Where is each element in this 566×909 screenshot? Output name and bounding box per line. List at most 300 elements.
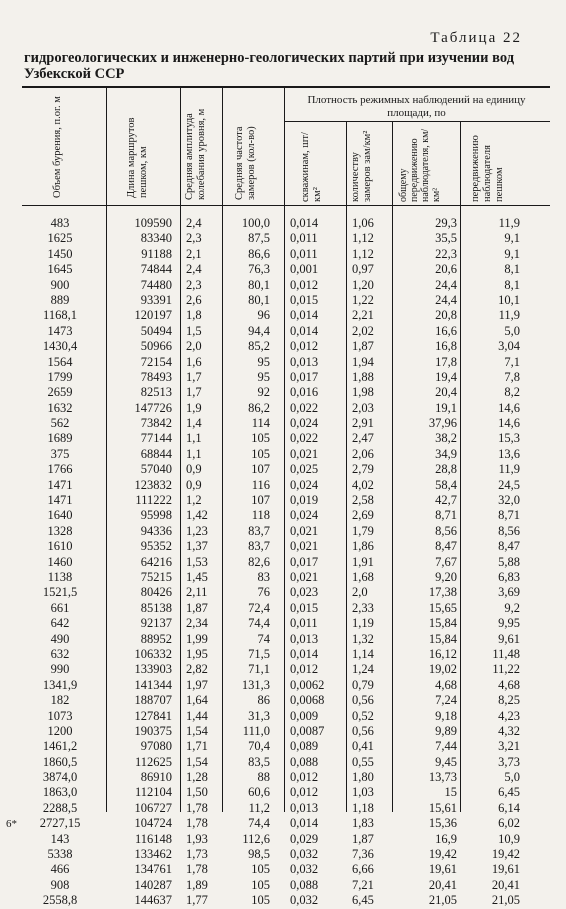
table-cell: 15,65 (428, 600, 457, 615)
table-cell: 78493 (140, 369, 172, 384)
table-cell: 9,2 (504, 600, 520, 615)
table-cell: 16,6 (435, 323, 457, 338)
table-cell: 1430,4 (42, 339, 78, 354)
table-cell: 1,98 (352, 385, 374, 400)
table-cell: 2,0 (352, 585, 368, 600)
table-cell: 3,04 (498, 339, 520, 354)
table-cell: 1461,2 (42, 739, 78, 754)
table-cell: 83,7 (248, 539, 270, 554)
table-row (22, 324, 550, 339)
table-row (22, 293, 550, 308)
table-cell: 5338 (47, 847, 73, 862)
table-cell: 17,8 (435, 354, 457, 369)
table-cell: 70,4 (248, 739, 270, 754)
table-cell: 19,1 (435, 400, 457, 415)
table-row (22, 693, 550, 708)
table-row (22, 724, 550, 739)
table-cell: 1521,5 (42, 585, 78, 600)
table-cell: 133903 (134, 662, 172, 677)
table-cell: 562 (50, 416, 70, 431)
header-measurements: количеству замеров зам/км² (350, 130, 373, 202)
table-cell: 9,95 (498, 616, 520, 631)
table-cell: 0,014 (290, 216, 319, 230)
table-cell: 0,014 (290, 816, 319, 831)
table-cell: 93391 (140, 292, 172, 307)
table-cell: 21,05 (428, 893, 457, 908)
table-cell: 1,80 (352, 770, 374, 785)
table-row (22, 216, 550, 231)
table-cell: 1,1 (186, 446, 202, 461)
table-cell: 20,6 (435, 262, 457, 277)
table-cell: 0,025 (290, 462, 319, 477)
table-cell: 94,4 (248, 323, 270, 338)
table-cell: 2,03 (352, 400, 374, 415)
table-cell: 1,68 (352, 569, 374, 584)
table-cell: 37,96 (428, 416, 457, 431)
table-cell: 0,016 (290, 385, 319, 400)
table-cell: 8,56 (435, 523, 457, 538)
table-cell: 116148 (134, 831, 172, 846)
table-cell: 0,021 (290, 539, 319, 554)
table-row (22, 862, 550, 877)
table-cell: 88952 (140, 631, 172, 646)
table-cell: 7,36 (352, 847, 374, 862)
table-cell: 1,97 (186, 677, 208, 692)
table-row (22, 570, 550, 585)
table-cell: 1,78 (186, 816, 208, 831)
table-cell: 1632 (47, 400, 73, 415)
table-cell: 0,032 (290, 847, 319, 862)
table-cell: 15,84 (428, 616, 457, 631)
table-cell: 35,5 (435, 231, 457, 246)
table-cell: 2659 (47, 385, 73, 400)
table-cell: 6,45 (498, 785, 520, 800)
table-cell: 0,0068 (290, 693, 325, 708)
table-cell: 105 (251, 446, 270, 461)
table-cell: 74480 (140, 277, 172, 292)
table-cell: 1689 (47, 431, 73, 446)
table-cell: 22,3 (435, 246, 457, 261)
table-cell: 0,015 (290, 600, 319, 615)
table-cell: 1,24 (352, 662, 374, 677)
table-cell: 9,89 (435, 723, 457, 738)
table-cell: 31,3 (248, 708, 270, 723)
table-cell: 6,02 (498, 816, 520, 831)
table-cell: 74844 (140, 262, 172, 277)
table-cell: 86,2 (248, 400, 270, 415)
table-cell: 28,8 (435, 462, 457, 477)
table-cell: 1,44 (186, 708, 208, 723)
table-row (22, 816, 550, 831)
table-cell: 6,45 (352, 893, 374, 908)
table-cell: 1,14 (352, 646, 374, 661)
table-cell: 0,019 (290, 493, 319, 508)
table-row (22, 647, 550, 662)
table-cell: 72,4 (248, 600, 270, 615)
table-cell: 908 (50, 877, 70, 892)
table-cell: 0,011 (290, 246, 318, 261)
table-row (22, 616, 550, 631)
table-cell: 85,2 (248, 339, 270, 354)
table-cell: 4,23 (498, 708, 520, 723)
table-cell: 14,6 (498, 416, 520, 431)
table-row (22, 770, 550, 785)
table-cell: 0,011 (290, 231, 318, 246)
table-cell: 0,0087 (290, 723, 325, 738)
table-cell: 1625 (47, 231, 73, 246)
table-cell: 0,022 (290, 400, 319, 415)
table-cell: 0,032 (290, 862, 319, 877)
table-cell: 24,4 (435, 292, 457, 307)
table-cell: 112,6 (242, 831, 270, 846)
table-row (22, 508, 550, 523)
table-cell: 116 (251, 477, 270, 492)
table-cell: 80,1 (248, 277, 270, 292)
header-frequency: Средняя частота замеров (кол-во) (234, 126, 257, 200)
table-cell: 9,18 (435, 708, 457, 723)
table-cell: 490 (50, 631, 70, 646)
table-cell: 900 (50, 277, 70, 292)
table-row (22, 555, 550, 570)
header-group-rule (284, 121, 550, 122)
table-cell: 68844 (140, 446, 172, 461)
table-cell: 11,9 (498, 308, 520, 323)
table-cell: 1471 (47, 477, 73, 492)
table-cell: 6,66 (352, 862, 374, 877)
table-cell: 140287 (134, 877, 172, 892)
table-cell: 0,012 (290, 277, 319, 292)
table-cell: 2,02 (352, 323, 374, 338)
table-cell: 1,20 (352, 277, 374, 292)
table-cell: 104724 (134, 816, 172, 831)
table-cell: 64216 (140, 554, 172, 569)
table-cell: 1,78 (186, 862, 208, 877)
table-cell: 0,021 (290, 523, 319, 538)
table-cell: 1460 (47, 554, 73, 569)
table-cell: 11,2 (248, 800, 270, 815)
table-cell: 95 (257, 354, 270, 369)
table-cell: 8,71 (435, 508, 457, 523)
table-cell: 82513 (140, 385, 172, 400)
table-cell: 0,79 (352, 677, 374, 692)
table-cell: 24,5 (498, 477, 520, 492)
table-cell: 16,8 (435, 339, 457, 354)
table-cell: 106727 (134, 800, 172, 815)
table-cell: 2,82 (186, 662, 208, 677)
table-cell: 1,94 (352, 354, 374, 369)
table-cell: 1200 (47, 723, 73, 738)
table-cell: 15,61 (428, 800, 457, 815)
table-cell: 1645 (47, 262, 73, 277)
table-cell: 2,34 (186, 616, 208, 631)
table-cell: 120197 (134, 308, 172, 323)
table-row (22, 678, 550, 693)
table-cell: 1,2 (186, 493, 202, 508)
table-cell: 147726 (134, 400, 172, 415)
table-cell: 6,83 (498, 569, 520, 584)
table-cell: 10,9 (498, 831, 520, 846)
table-cell: 2,4 (186, 216, 202, 230)
table-cell: 1,6 (186, 354, 202, 369)
table-cell: 19,42 (428, 847, 457, 862)
table-cell: 1,50 (186, 785, 208, 800)
table-cell: 1,9 (186, 400, 202, 415)
table-cell: 76 (257, 585, 270, 600)
table-cell: 2,4 (186, 262, 202, 277)
table-cell: 82,6 (248, 554, 270, 569)
table-cell: 105 (251, 862, 270, 877)
table-title: гидрогеологических и инженерно-геологических партий при изучении вод Узбекской ССР (24, 50, 515, 82)
table-cell: 1,91 (352, 554, 374, 569)
header-amplitude: Средняя амплитуда колебания уровня, м (184, 108, 207, 200)
table-cell: 1,12 (352, 246, 374, 261)
table-cell: 1,7 (186, 385, 202, 400)
table-cell: 1,45 (186, 569, 208, 584)
table-cell: 1,32 (352, 631, 374, 646)
table-cell: 3874,0 (42, 770, 78, 785)
table-cell: 1,37 (186, 539, 208, 554)
table-cell: 1,19 (352, 616, 374, 631)
table-cell: 38,2 (435, 431, 457, 446)
table-cell: 0,014 (290, 308, 319, 323)
table-cell: 92 (257, 385, 270, 400)
table-cell: 1328 (47, 523, 73, 538)
table-cell: 1,4 (186, 416, 202, 431)
table-cell: 5,88 (498, 554, 520, 569)
table-cell: 0,001 (290, 262, 319, 277)
table-cell: 0,017 (290, 369, 319, 384)
table-cell: 118 (251, 508, 270, 523)
header-density-group: Плотность режимных наблюдений на единицу площади, по (307, 94, 526, 119)
table-cell: 100,0 (241, 216, 270, 230)
table-cell: 8,25 (498, 693, 520, 708)
table-row (22, 739, 550, 754)
table-cell: 0,088 (290, 877, 319, 892)
table-cell: 8,71 (498, 508, 520, 523)
table-cell: 0,013 (290, 354, 319, 369)
table-row (22, 416, 550, 431)
table-cell: 0,024 (290, 508, 319, 523)
table-row (22, 524, 550, 539)
table-row (22, 308, 550, 323)
table-cell: 0,97 (352, 262, 374, 277)
table-cell: 71,1 (248, 662, 270, 677)
table-cell: 990 (50, 662, 70, 677)
table-cell: 0,52 (352, 708, 374, 723)
table-row (22, 262, 550, 277)
table-row (22, 493, 550, 508)
table-row (22, 447, 550, 462)
table-cell: 5,0 (504, 323, 520, 338)
table-cell: 4,68 (498, 677, 520, 692)
table-cell: 19,4 (435, 369, 457, 384)
table-cell: 1860,5 (42, 754, 78, 769)
table-cell: 1,28 (186, 770, 208, 785)
table-cell: 20,41 (491, 877, 520, 892)
table-cell: 114 (251, 416, 270, 431)
table-cell: 76,3 (248, 262, 270, 277)
table-cell: 29,3 (435, 216, 457, 230)
table-cell: 127841 (134, 708, 172, 723)
table-cell: 98,5 (248, 847, 270, 862)
table-cell: 0,009 (290, 708, 319, 723)
table-cell: 15 (444, 785, 457, 800)
table-cell: 1473 (47, 323, 73, 338)
table-cell: 50966 (140, 339, 172, 354)
table-row (22, 385, 550, 400)
table-cell: 0,029 (290, 831, 319, 846)
table-cell: 7,24 (435, 693, 457, 708)
table-cell: 7,8 (504, 369, 520, 384)
table-cell: 87,5 (248, 231, 270, 246)
table-cell: 190375 (134, 723, 172, 738)
table-cell: 15,3 (498, 431, 520, 446)
table-cell: 2,06 (352, 446, 374, 461)
table-cell: 9,1 (504, 231, 520, 246)
table-cell: 2,21 (352, 308, 374, 323)
table-cell: 375 (50, 446, 70, 461)
table-cell: 15,36 (428, 816, 457, 831)
table-cell: 1863,0 (42, 785, 78, 800)
table-cell: 1,95 (186, 646, 208, 661)
table-cell: 91188 (141, 246, 172, 261)
table-cell: 74,4 (248, 816, 270, 831)
table-cell: 8,2 (504, 385, 520, 400)
table-cell: 2,3 (186, 231, 202, 246)
table-cell: 111,0 (242, 723, 270, 738)
table-cell: 0,014 (290, 323, 319, 338)
table-cell: 0,9 (186, 477, 202, 492)
table-cell: 95352 (140, 539, 172, 554)
table-cell: 8,1 (504, 277, 520, 292)
table-cell: 2,47 (352, 431, 374, 446)
table-cell: 1,12 (352, 231, 374, 246)
table-cell: 0,014 (290, 646, 319, 661)
table-cell: 1450 (47, 246, 73, 261)
table-cell: 9,20 (435, 569, 457, 584)
table-cell: 1,1 (186, 431, 202, 446)
table-cell: 83,5 (248, 754, 270, 769)
table-cell: 75215 (140, 569, 172, 584)
table-cell: 141344 (134, 677, 172, 692)
table-cell: 92137 (140, 616, 172, 631)
table-cell: 182 (50, 693, 70, 708)
table-row (22, 247, 550, 262)
table-cell: 34,9 (435, 446, 457, 461)
table-cell: 1,42 (186, 508, 208, 523)
table-cell: 188707 (134, 693, 172, 708)
table-cell: 1,54 (186, 754, 208, 769)
table-cell: 60,6 (248, 785, 270, 800)
table-cell: 1,71 (186, 739, 208, 754)
table-cell: 4,32 (498, 723, 520, 738)
table-label: Таблица 22 (430, 30, 522, 46)
table-cell: 642 (50, 616, 70, 631)
table-cell: 1,5 (186, 323, 202, 338)
table-cell: 8,47 (435, 539, 457, 554)
table-cell: 2727,15 (39, 816, 81, 831)
table-cell: 19,61 (428, 862, 457, 877)
table-cell: 16,9 (435, 831, 457, 846)
table-cell: 2,58 (352, 493, 374, 508)
table-cell: 8,47 (498, 539, 520, 554)
table-cell: 2,11 (186, 585, 208, 600)
table-row (22, 401, 550, 416)
table-row (22, 662, 550, 677)
table-cell: 1,83 (352, 816, 374, 831)
table-cell: 17,38 (428, 585, 457, 600)
table-cell: 7,1 (504, 354, 520, 369)
table-cell: 0,017 (290, 554, 319, 569)
table-cell: 123832 (134, 477, 172, 492)
table-cell: 14,6 (498, 400, 520, 415)
table-cell: 131,3 (241, 677, 270, 692)
table-cell: 57040 (140, 462, 172, 477)
table-cell: 19,42 (491, 847, 520, 862)
table-cell: 2,0 (186, 339, 202, 354)
table-cell: 95 (257, 369, 270, 384)
table-cell: 7,21 (352, 877, 374, 892)
table-cell: 3,73 (498, 754, 520, 769)
table-cell: 0,012 (290, 339, 319, 354)
table-cell: 19,02 (428, 662, 457, 677)
table-cell: 0,024 (290, 477, 319, 492)
table-cell: 1,79 (352, 523, 374, 538)
table-cell: 2,69 (352, 508, 374, 523)
table-cell: 1,93 (186, 831, 208, 846)
table-cell: 1,87 (352, 831, 374, 846)
table-cell: 1766 (47, 462, 73, 477)
table-cell: 1,7 (186, 369, 202, 384)
table-cell: 105 (251, 893, 270, 908)
table-cell: 10,1 (498, 292, 520, 307)
table-cell: 0,021 (290, 569, 319, 584)
table-cell: 1,22 (352, 292, 374, 307)
table-cell: 77144 (140, 431, 172, 446)
table-cell: 1073 (47, 708, 73, 723)
table-cell: 86 (257, 693, 270, 708)
table-cell: 466 (50, 862, 70, 877)
header-top-rule (22, 86, 550, 88)
table-cell: 3,21 (498, 739, 520, 754)
table-cell: 97080 (140, 739, 172, 754)
table-cell: 1341,9 (42, 677, 78, 692)
table-cell: 0,022 (290, 431, 319, 446)
table-cell: 0,032 (290, 893, 319, 908)
table-cell: 0,012 (290, 785, 319, 800)
table-cell: 889 (50, 292, 70, 307)
table-cell: 24,4 (435, 277, 457, 292)
table-cell: 83 (257, 569, 270, 584)
table-cell: 71,5 (248, 646, 270, 661)
table-row (22, 801, 550, 816)
table-cell: 72154 (140, 354, 172, 369)
table-cell: 143 (50, 831, 70, 846)
table-row (22, 709, 550, 724)
table-cell: 80,1 (248, 292, 270, 307)
table-cell: 133462 (134, 847, 172, 862)
table-cell: 7,44 (435, 739, 457, 754)
table-cell: 83340 (140, 231, 172, 246)
table-cell: 9,61 (498, 631, 520, 646)
header-route-length: Длина маршрутов пешком, км (126, 117, 149, 198)
table-cell: 1471 (47, 493, 73, 508)
table-cell: 95998 (140, 508, 172, 523)
table-cell: 2,91 (352, 416, 374, 431)
table-cell: 1,87 (352, 339, 374, 354)
table-cell: 80426 (140, 585, 172, 600)
table-cell: 50494 (140, 323, 172, 338)
